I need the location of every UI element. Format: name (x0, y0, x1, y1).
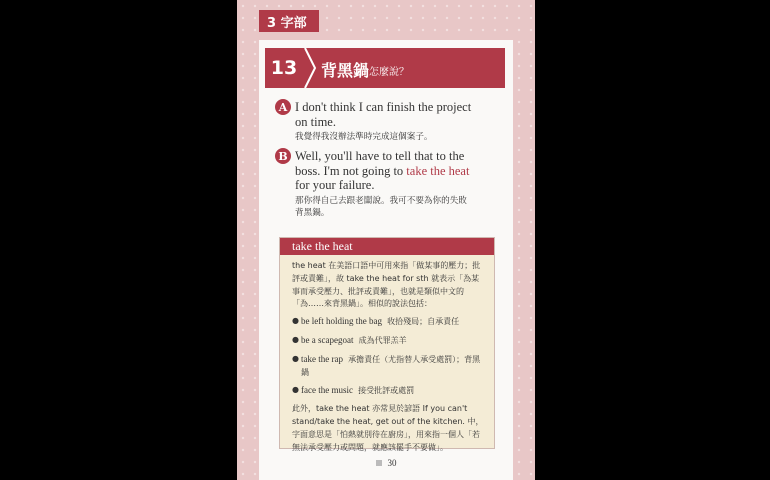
page-number: 30 (259, 458, 513, 468)
list-item: ● be left holding the bag 收拾殘局；自承責任 (292, 316, 460, 327)
vocabulary-note (279, 237, 495, 452)
lesson-title: 背黑鍋 (321, 61, 370, 80)
dialogue-a-english: I don't think I can finish the project on time. (295, 100, 472, 129)
dialogue-b-english (295, 149, 485, 193)
note-intro: the heat 在美語口語中可用來指「做某事的壓力；批評或責難」，故 take the heat for sth 就表示「為某事而承受壓力、批評或責難」，也就是類似中文的「為……來背黑鍋」。相似的說法包括： (292, 261, 481, 309)
list-item: ● face the music 接受批評或處罰 (292, 385, 415, 396)
chevron-right-icon (303, 48, 317, 88)
square-icon (376, 460, 382, 466)
dialogue-a-chinese: 我覺得我沒辦法準時完成這個案子。 (295, 132, 433, 142)
dialogue-b-chinese: 那你得自己去跟老闆說。我可不要為你的失敗背黑鍋。 (295, 196, 467, 218)
lesson-subtitle: 怎麼說？ (369, 67, 409, 78)
note-body (280, 255, 494, 454)
chapter-tab (259, 10, 319, 32)
list-item: ● take the rap 承擔責任（尤指替人承受處罰）；背黑鍋 (292, 353, 481, 377)
phrase-list (292, 315, 484, 398)
highlight-phrase: take the heat (406, 163, 470, 178)
book-page (237, 0, 535, 480)
lesson-number: 13 (270, 57, 298, 79)
list-item: ● be a scapegoat 成為代罪羔羊 (292, 334, 407, 345)
speaker-b-badge: B (275, 148, 291, 164)
dialogue-b-english-part1: Well, you'll have to tell that to the boss. I'm not going to (295, 149, 465, 178)
chapter-label: 3 字部 (267, 15, 307, 31)
dialogue-b-english-part2: for your failure. (295, 178, 375, 192)
note-outro: 此外，take the heat 亦常見於諺語 If you can't stand/take the heat, get out of the kitchen. 中，字面意思是「怕熱就別待在廚房」，用來指一個人「若無法承受壓力或問題，就應該罷手不要做」。 (292, 404, 484, 452)
speaker-a-badge: A (275, 99, 291, 115)
lesson-title-bar (265, 48, 505, 88)
page-content (259, 40, 513, 480)
note-heading: take the heat (280, 238, 494, 255)
